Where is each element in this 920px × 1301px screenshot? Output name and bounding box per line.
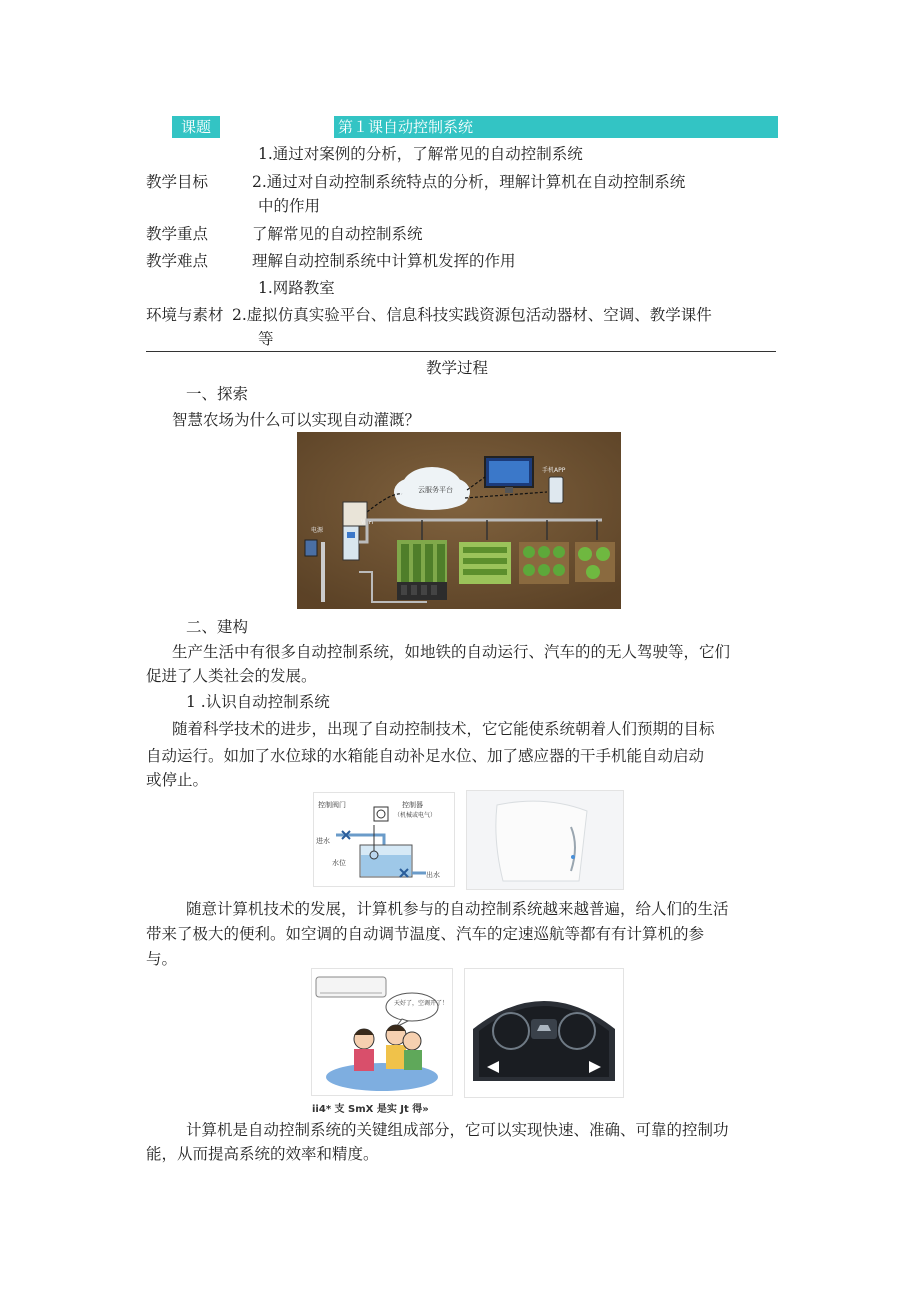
goal-2b: 中的作用 — [258, 197, 321, 215]
lesson-title: 第１课自动控制系统 — [334, 116, 778, 138]
section-2-p1a: 生产生活中有很多自动控制系统，如地铁的自动运行、汽车的的无人驾驶等，它们 — [172, 643, 731, 661]
section-2-p4b: 能，从而提高系统的效率和精度。 — [146, 1145, 379, 1163]
wifi-label: WiFi — [361, 519, 374, 526]
env-1: 1.网路教室 — [258, 279, 335, 297]
power-label: 电源 — [311, 527, 324, 534]
controller-label: 控制器 — [402, 801, 423, 809]
key-value: 了解常见的自动控制系统 — [252, 225, 423, 243]
section-2-p2a: 随着科学技术的进步，出现了自动控制技术，它它能使系统朝着人们预期的目标 — [172, 720, 715, 738]
dashboard-figure — [464, 968, 624, 1098]
goal-2a: 2.通过对自动控制系统特点的分析，理解计算机在自动控制系统 — [252, 173, 686, 191]
section-2-heading: 二、建构 — [186, 618, 249, 636]
smart-farm-illustration — [297, 432, 621, 609]
section-2-p2b: 自动运行。如加了水位球的水箱能自动补足水位、加了感应器的干手机能自动启动 — [146, 747, 705, 765]
goal-1: 1.通过对案例的分析，了解常见的自动控制系统 — [258, 145, 583, 163]
env-2a: 2.虚拟仿真实验平台、信息科技实践资源包活动器材、空调、教学课件 — [232, 306, 712, 324]
speech-bubble-text: 天好了，空调开了！ — [394, 1000, 449, 1007]
cloud-label: 云服务平台 — [418, 486, 453, 494]
outflow-label: 出水 — [426, 871, 440, 879]
divider — [146, 351, 776, 352]
crop-bed-2 — [459, 542, 511, 584]
goal-label: 教学目标 — [146, 173, 209, 191]
crop-bed-3 — [519, 542, 569, 584]
section-2-p3c: 与。 — [146, 950, 178, 968]
process-title: 教学过程 — [426, 359, 489, 377]
section-2-p3a: 随意计算机技术的发展，计算机参与的自动控制系统越来越普遍，给人们的生活 — [186, 900, 729, 918]
crop-bed-1 — [397, 540, 447, 600]
section-2-p4a: 计算机是自动控制系统的关键组成部分，它可以实现快速、准确、可靠的控制功 — [186, 1121, 729, 1139]
section-2-p3b: 带来了极大的便利。如空调的自动调节温度、汽车的定速巡航等都有有计算机的参 — [146, 925, 705, 943]
air-conditioner-illustration — [312, 969, 452, 1095]
air-conditioner-figure — [311, 968, 453, 1096]
hand-dryer-figure — [466, 790, 624, 890]
smart-farm-figure — [297, 432, 621, 609]
hand-dryer-image — [467, 791, 623, 889]
section-2-p2c: 或停止。 — [146, 771, 209, 789]
crop-bed-4 — [575, 542, 615, 582]
key-label: 教学重点 — [146, 225, 209, 243]
float-label: 水位 — [332, 859, 346, 867]
lesson-label: 课题 — [172, 116, 220, 138]
section-1-question: 智慧农场为什么可以实现自动灌溉？ — [172, 411, 421, 429]
car-dashboard-image — [465, 969, 623, 1097]
controller-sub-label: （机械或电气） — [394, 812, 437, 819]
valve-label: 控制阀门 — [318, 801, 346, 809]
env-2b: 等 — [258, 330, 274, 348]
env-label: 环境与素材 — [146, 306, 224, 324]
section-2-sub1: 1 .认识自动控制系统 — [186, 693, 330, 711]
inflow-label: 进水 — [316, 837, 330, 845]
figure-caption: ii4* 支 SmX 是实 Jt 得» — [312, 1104, 429, 1115]
app-label: 手机APP — [542, 467, 566, 474]
section-1-heading: 一、探索 — [186, 385, 249, 403]
difficulty-label: 教学难点 — [146, 252, 209, 270]
difficulty-value: 理解自动控制系统中计算机发挥的作用 — [252, 252, 516, 270]
water-tank-figure — [313, 792, 455, 887]
section-2-p1b: 促进了人类社会的发展。 — [146, 667, 317, 685]
water-tank-diagram — [314, 793, 454, 886]
